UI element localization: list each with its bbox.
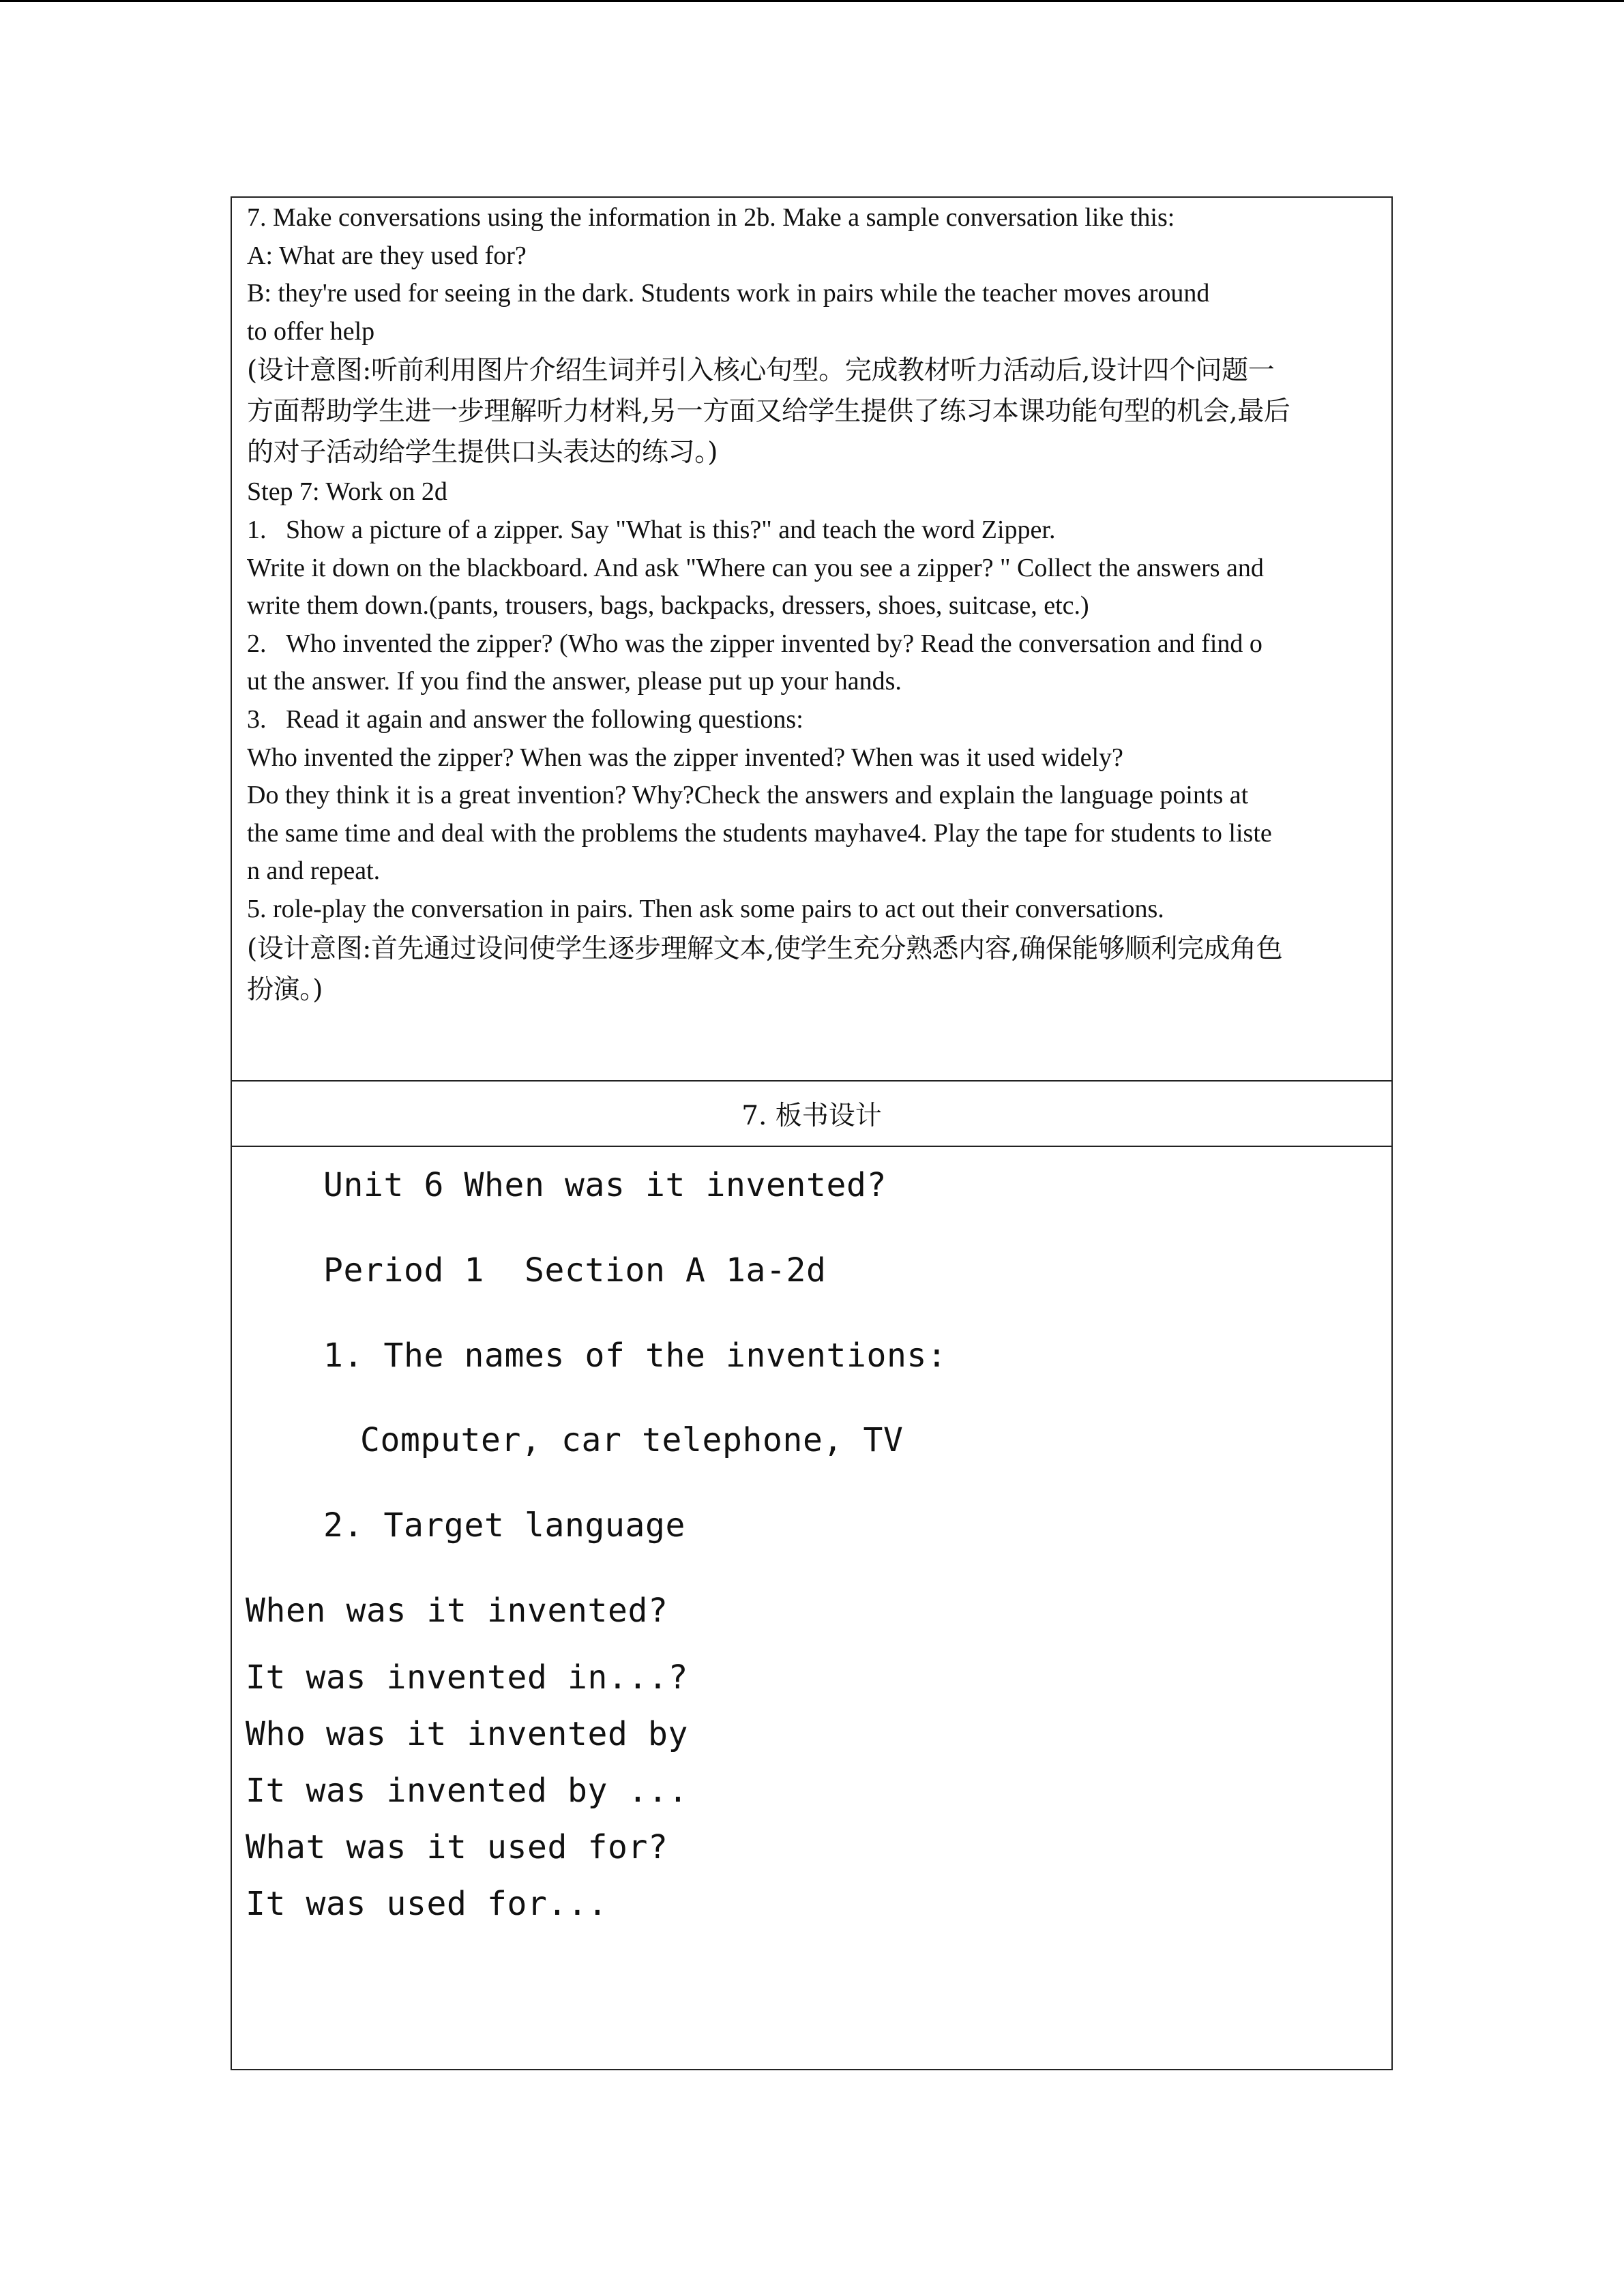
lesson-plan-table [231,196,1393,2070]
text-line: Do they think it is a great invention? Why?Check the answers and explain the language points at [247,781,1249,810]
text-line: to offer help [247,316,375,346]
board-sentence: It was invented by ... [246,1772,688,1810]
board-title: Unit 6 When was it invented? [323,1166,887,1204]
procedure-cell [232,198,1391,1082]
board-sentence: It was invented in...? [246,1658,688,1697]
design-intent-line: 方面帮助学生进一步理解听力材料,另一方面又给学生提供了练习本课功能句型的机会,最后 [247,396,1290,428]
design-intent-line: 的对子活动给学生提供口头表达的练习。) [247,437,718,468]
board-point-1: 1. The names of the inventions: [323,1337,947,1375]
text-line: n and repeat. [247,856,381,886]
text-line: B: they're used for seeing in the dark. Students work in pairs while the teacher moves around [247,279,1210,308]
design-intent-line: (设计意图:首先通过设问使学生逐步理解文本,使学生充分熟悉内容,确保能够顺利完成角色 [247,933,1283,964]
text-line: the same time and deal with the problems the students mayhave4. Play the tape for students to liste [247,818,1272,848]
text-line: ut the answer. If you find the answer, please put up your hands. [247,667,902,696]
text-line: A: What are they used for? [247,241,527,270]
board-sentence: What was it used for? [246,1828,668,1866]
board-point-2: 2. Target language [323,1506,685,1545]
text-line: 5. role-play the conversation in pairs. Then ask some pairs to act out their conversations. [247,894,1164,923]
page-top-border [0,0,1624,2]
text-line: 1. Show a picture of a zipper. Say "What is this?" and teach the word Zipper. [247,515,1056,544]
board-sentence: It was used for... [246,1885,608,1923]
text-line: 3. Read it again and answer the following questions: [247,704,803,734]
text-line: Who invented the zipper? When was the zipper invented? When was it used widely? [247,743,1123,772]
text-line: Write it down on the blackboard. And ask "Where can you see a zipper? " Collect the answers and [247,553,1264,582]
board-sentence: When was it invented? [246,1592,668,1630]
section-heading: 7. 板书设计 [741,1101,882,1131]
section-heading-cell [232,1082,1391,1147]
text-line: 7. Make conversations using the information in 2b. Make a sample conversation like this: [247,203,1175,232]
board-sentence: Who was it invented by [246,1715,688,1753]
board-period: Period 1 Section A 1a-2d [323,1251,827,1289]
design-intent-line: 扮演。) [247,974,323,1005]
board-inventions: Computer, car telephone, TV [360,1421,904,1459]
text-line: 2. Who invented the zipper? (Who was the zipper invented by? Read the conversation and find o [247,629,1263,658]
step-heading: Step 7: Work on 2d [247,477,447,507]
design-intent-line: (设计意图:听前利用图片介绍生词并引入核心句型。完成教材听力活动后,设计四个问题一 [247,355,1275,387]
text-line: write them down.(pants, trousers, bags, backpacks, dressers, shoes, suitcase, etc.) [247,591,1089,621]
blackboard-design-cell [232,1147,1391,2069]
